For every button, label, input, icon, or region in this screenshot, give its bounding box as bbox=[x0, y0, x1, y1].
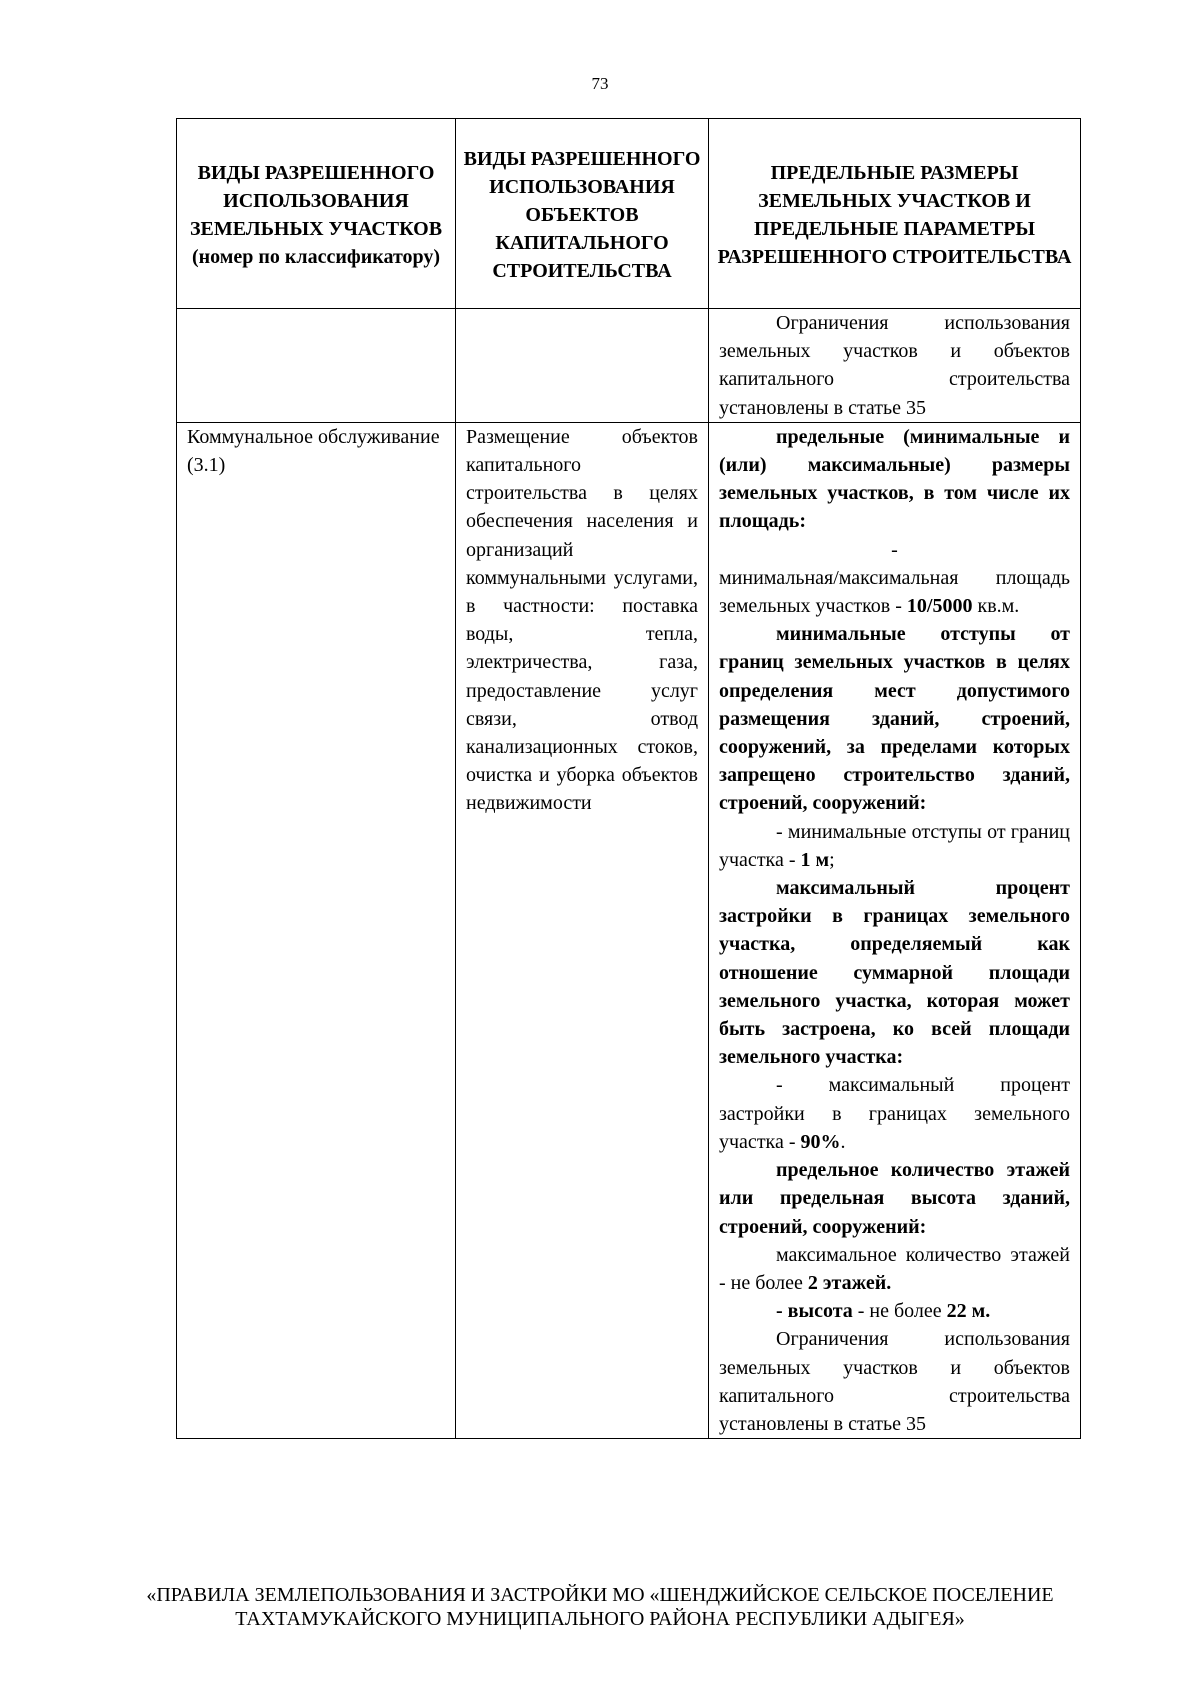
row2-restrictions-text: Ограничения использования земельных участков и объектов капитального строительства установлены в статье 35 bbox=[719, 1328, 1070, 1435]
size-text: минимальная/максимальная площадь земельных участков - 10/5000 кв.м. bbox=[719, 566, 1070, 618]
header-land-use-types-title: ВИДЫ РАЗРЕШЕННОГО ИСПОЛЬЗОВАНИЯ ЗЕМЕЛЬНЫХ УЧАСТКОВ bbox=[189, 161, 443, 240]
table-row bbox=[177, 422, 1081, 1438]
table-header-row bbox=[177, 119, 1081, 309]
parameters-cell bbox=[709, 422, 1081, 1438]
page-number: 73 bbox=[591, 74, 609, 93]
coverage-heading: максимальный процент застройки в границах земельного участка, определяемый как отношение суммарной площади земельного участка, которая может быть застроена, ко всей площади земельного участка: bbox=[719, 877, 1070, 1069]
header-construction-use-types: ВИДЫ РАЗРЕШЕННОГО ИСПОЛЬЗОВАНИЯ ОБЪЕКТОВ КАПИТАЛЬНОГО СТРОИТЕЛЬСТВА bbox=[456, 119, 709, 309]
land-use-name: Коммунальное обслуживание bbox=[187, 425, 440, 448]
construction-use-description: Размещение объектов капитального строительства в целях обеспечения населения и организаций коммунальными услугами, в частности: поставка воды, тепла, электричества, газа, предоставление услуг связи, отвод канализационных стоков, очистка и уборка объектов недвижимости bbox=[466, 425, 698, 815]
setback-text: - минимальные отступы от границ участка - 1 м; bbox=[719, 820, 1070, 871]
header-land-use-types bbox=[177, 119, 456, 309]
size-value: 10/5000 bbox=[906, 595, 973, 618]
floors-heading: предельное количество этажей или предельная высота зданий, строений, сооружений: bbox=[719, 1159, 1070, 1238]
table-row bbox=[177, 309, 1081, 423]
header-classifier-note: (номер по классификатору) bbox=[191, 245, 441, 268]
construction-use-cell bbox=[456, 422, 709, 1438]
size-dash: - bbox=[891, 538, 898, 561]
zoning-table bbox=[176, 118, 1081, 1439]
height-label: - высота bbox=[776, 1300, 853, 1323]
setback-value: 1 м bbox=[800, 848, 830, 871]
row1-restrictions-cell bbox=[709, 309, 1081, 423]
document-footer bbox=[0, 1583, 1200, 1631]
floors-text: максимальное количество этажей - не более 2 этажей. bbox=[719, 1243, 1070, 1294]
size-unit: кв.м. bbox=[977, 595, 1020, 618]
header-limit-parameters: ПРЕДЕЛЬНЫЕ РАЗМЕРЫ ЗЕМЕЛЬНЫХ УЧАСТКОВ И ПРЕДЕЛЬНЫЕ ПАРАМЕТРЫ РАЗРЕШЕННОГО СТРОИТЕЛЬСТВА bbox=[709, 119, 1081, 309]
coverage-text: - максимальный процент застройки в границах земельного участка - 90%. bbox=[719, 1074, 1070, 1153]
setback-heading: минимальные отступы от границ земельных участков в целях определения мест допустимого размещения зданий, строений, сооружений, за пределами которых запрещено строительство зданий, строений, сооружений: bbox=[719, 623, 1070, 815]
height-text: - высота - не более 22 м. bbox=[776, 1300, 991, 1323]
floors-value: 2 этажей. bbox=[807, 1271, 892, 1294]
size-heading: предельные (минимальные и (или) максимальные) размеры земельных участков, в том числе их площадь: bbox=[719, 425, 1070, 533]
row1-col2-empty bbox=[456, 309, 709, 423]
row1-restrictions-text: Ограничения использования земельных участков и объектов капитального строительства установлены в статье 35 bbox=[719, 312, 1070, 419]
row1-col1-empty bbox=[177, 309, 456, 423]
footer-line-1: «ПРАВИЛА ЗЕМЛЕПОЛЬЗОВАНИЯ И ЗАСТРОЙКИ МО «ШЕНДЖИЙСКОЕ СЕЛЬСКОЕ ПОСЕЛЕНИЕ bbox=[146, 1584, 1054, 1606]
footer-line-2: ТАХТАМУКАЙСКОГО МУНИЦИПАЛЬНОГО РАЙОНА РЕСПУБЛИКИ АДЫГЕЯ» bbox=[235, 1608, 965, 1630]
land-use-code: (3.1) bbox=[187, 454, 226, 477]
height-value: 22 м. bbox=[946, 1300, 991, 1323]
coverage-value: 90% bbox=[800, 1130, 841, 1153]
land-use-cell bbox=[177, 422, 456, 1438]
